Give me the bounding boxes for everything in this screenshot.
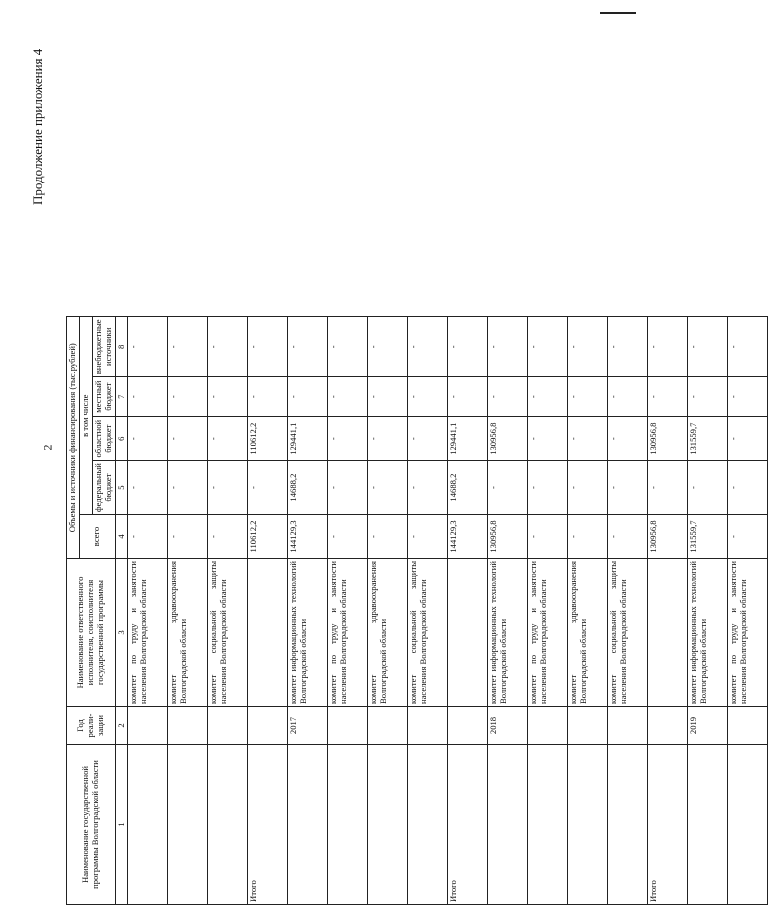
- column-number: 1: [115, 745, 128, 905]
- table-row: [288, 317, 328, 905]
- value-cell: -: [648, 377, 688, 417]
- value-cell: -: [128, 461, 168, 515]
- year-cell: 2017: [288, 707, 328, 745]
- value-cell: -: [608, 377, 648, 417]
- table-row: [328, 317, 368, 905]
- value-cell: -: [528, 377, 568, 417]
- year-cell: [448, 707, 488, 745]
- value-cell: -: [168, 317, 208, 377]
- value-cell: -: [648, 461, 688, 515]
- executor-cell: комитет по труду и занятости населения Волгоградской области: [728, 559, 768, 707]
- program-name-cell: [288, 745, 328, 905]
- table-row: [168, 317, 208, 905]
- value-cell: -: [608, 417, 648, 461]
- executor-cell: [448, 559, 488, 707]
- executor-cell: комитет здравоохранения Волгоградской области: [168, 559, 208, 707]
- value-cell: 130956,8: [488, 417, 528, 461]
- value-cell: -: [408, 377, 448, 417]
- executor-cell: комитет по труду и занятости населения Волгоградской области: [328, 559, 368, 707]
- year-cell: [528, 707, 568, 745]
- header-including: в том числе: [79, 317, 92, 515]
- value-cell: 129441,1: [448, 417, 488, 461]
- value-cell: -: [248, 377, 288, 417]
- value-cell: 144129,3: [288, 515, 328, 559]
- value-cell: -: [328, 461, 368, 515]
- year-cell: [208, 707, 248, 745]
- program-name-cell: [128, 745, 168, 905]
- table-row: [208, 317, 248, 905]
- value-cell: -: [368, 317, 408, 377]
- value-cell: -: [528, 461, 568, 515]
- value-cell: -: [688, 377, 728, 417]
- value-cell: -: [688, 461, 728, 515]
- value-cell: -: [128, 515, 168, 559]
- header-year: Год реали-зации: [67, 707, 116, 745]
- executor-cell: комитет здравоохранения Волгоградской области: [568, 559, 608, 707]
- executor-cell: комитет социальной защиты населения Волгоградской области: [408, 559, 448, 707]
- header-federal: федеральный бюджет: [92, 461, 115, 515]
- value-cell: -: [288, 317, 328, 377]
- header-program: Наименование государственной программы Волгоградской области: [67, 745, 116, 905]
- value-cell: -: [648, 317, 688, 377]
- table-row: [568, 317, 608, 905]
- value-cell: -: [208, 317, 248, 377]
- program-name-cell: [328, 745, 368, 905]
- value-cell: -: [208, 377, 248, 417]
- executor-cell: комитет по труду и занятости населения Волгоградской области: [528, 559, 568, 707]
- value-cell: -: [528, 317, 568, 377]
- value-cell: -: [568, 317, 608, 377]
- value-cell: 110612,2: [248, 417, 288, 461]
- executor-cell: комитет информационных технологий Волгоградской области: [688, 559, 728, 707]
- column-number: 2: [115, 707, 128, 745]
- value-cell: -: [408, 417, 448, 461]
- value-cell: -: [328, 417, 368, 461]
- year-cell: [608, 707, 648, 745]
- value-cell: 130956,8: [648, 515, 688, 559]
- program-name-cell: [208, 745, 248, 905]
- value-cell: -: [168, 515, 208, 559]
- value-cell: -: [608, 317, 648, 377]
- year-cell: [568, 707, 608, 745]
- executor-cell: комитет социальной защиты населения Волгоградской области: [608, 559, 648, 707]
- year-cell: [408, 707, 448, 745]
- value-cell: -: [248, 317, 288, 377]
- value-cell: -: [688, 317, 728, 377]
- table-row: [408, 317, 448, 905]
- value-cell: -: [128, 317, 168, 377]
- value-cell: -: [568, 377, 608, 417]
- value-cell: -: [368, 417, 408, 461]
- header-local: местный бюджет: [92, 377, 115, 417]
- value-cell: -: [568, 461, 608, 515]
- year-cell: 2019: [688, 707, 728, 745]
- executor-cell: [248, 559, 288, 707]
- program-name-cell: Итого: [248, 745, 288, 905]
- table-row: [648, 317, 688, 905]
- year-cell: [368, 707, 408, 745]
- header-total: всего: [79, 515, 115, 559]
- financing-table: [66, 316, 768, 905]
- value-cell: -: [488, 317, 528, 377]
- program-name-cell: [568, 745, 608, 905]
- table-row: [608, 317, 648, 905]
- executor-cell: комитет по труду и занятости населения Волгоградской области: [128, 559, 168, 707]
- value-cell: -: [408, 515, 448, 559]
- value-cell: -: [528, 417, 568, 461]
- year-cell: [648, 707, 688, 745]
- program-name-cell: [688, 745, 728, 905]
- column-number: 8: [115, 317, 128, 377]
- value-cell: -: [288, 377, 328, 417]
- value-cell: -: [328, 317, 368, 377]
- table-body: [128, 317, 768, 905]
- program-name-cell: [528, 745, 568, 905]
- value-cell: -: [728, 515, 768, 559]
- value-cell: -: [128, 377, 168, 417]
- value-cell: -: [168, 461, 208, 515]
- value-cell: -: [328, 515, 368, 559]
- table-row: [728, 317, 768, 905]
- value-cell: -: [728, 377, 768, 417]
- value-cell: -: [168, 417, 208, 461]
- value-cell: -: [168, 377, 208, 417]
- value-cell: -: [728, 417, 768, 461]
- table-row: [128, 317, 168, 905]
- year-cell: [128, 707, 168, 745]
- header-financing: Объемы и источники финансирования (тыс.рублей): [67, 317, 80, 559]
- table-row: [688, 317, 728, 905]
- value-cell: -: [408, 317, 448, 377]
- value-cell: -: [368, 515, 408, 559]
- value-cell: -: [368, 377, 408, 417]
- year-cell: 2018: [488, 707, 528, 745]
- value-cell: -: [608, 461, 648, 515]
- table-row: [248, 317, 288, 905]
- value-cell: 130956,8: [488, 515, 528, 559]
- program-name-cell: [608, 745, 648, 905]
- value-cell: -: [248, 461, 288, 515]
- value-cell: -: [728, 317, 768, 377]
- value-cell: -: [608, 515, 648, 559]
- value-cell: -: [448, 377, 488, 417]
- value-cell: 14688,2: [448, 461, 488, 515]
- year-cell: [168, 707, 208, 745]
- value-cell: -: [528, 515, 568, 559]
- value-cell: -: [208, 461, 248, 515]
- executor-cell: комитет здравоохранения Волгоградской области: [368, 559, 408, 707]
- value-cell: -: [408, 461, 448, 515]
- column-number: 6: [115, 417, 128, 461]
- header-regional: областной бюджет: [92, 417, 115, 461]
- program-name-cell: Итого: [648, 745, 688, 905]
- value-cell: 131559,7: [688, 417, 728, 461]
- page-number: 2: [40, 444, 55, 451]
- program-name-cell: [728, 745, 768, 905]
- column-number: 7: [115, 377, 128, 417]
- value-cell: -: [568, 515, 608, 559]
- value-cell: -: [208, 417, 248, 461]
- year-cell: [328, 707, 368, 745]
- year-cell: [728, 707, 768, 745]
- program-name-cell: Итого: [448, 745, 488, 905]
- value-cell: -: [728, 461, 768, 515]
- value-cell: 129441,1: [288, 417, 328, 461]
- continuation-caption: Продолжение приложения 4: [30, 48, 45, 205]
- executor-cell: комитет социальной защиты населения Волгоградской области: [208, 559, 248, 707]
- table-row: [488, 317, 528, 905]
- value-cell: 144129,3: [448, 515, 488, 559]
- value-cell: 130956,8: [648, 417, 688, 461]
- value-cell: 110612,2: [248, 515, 288, 559]
- program-name-cell: [408, 745, 448, 905]
- column-number: 3: [115, 559, 128, 707]
- value-cell: -: [448, 317, 488, 377]
- value-cell: -: [488, 377, 528, 417]
- column-number: 4: [115, 515, 128, 559]
- executor-cell: комитет информационных технологий Волгоградской области: [288, 559, 328, 707]
- program-name-cell: [488, 745, 528, 905]
- value-cell: 131559,7: [688, 515, 728, 559]
- executor-cell: [648, 559, 688, 707]
- table-row: [368, 317, 408, 905]
- table-row: [528, 317, 568, 905]
- value-cell: 14688,2: [288, 461, 328, 515]
- column-number: 5: [115, 461, 128, 515]
- header-executor: Наименование ответственного исполнителя, соисполнителя государственной программы: [67, 559, 116, 707]
- executor-cell: комитет информационных технологий Волгоградской области: [488, 559, 528, 707]
- value-cell: -: [328, 377, 368, 417]
- value-cell: -: [568, 417, 608, 461]
- value-cell: -: [368, 461, 408, 515]
- year-cell: [248, 707, 288, 745]
- value-cell: -: [128, 417, 168, 461]
- value-cell: -: [208, 515, 248, 559]
- column-numbers-row: [115, 317, 128, 905]
- program-name-cell: [168, 745, 208, 905]
- value-cell: -: [488, 461, 528, 515]
- header-extrabudget: внебюджетные источники: [92, 317, 115, 377]
- program-name-cell: [368, 745, 408, 905]
- table-row: [448, 317, 488, 905]
